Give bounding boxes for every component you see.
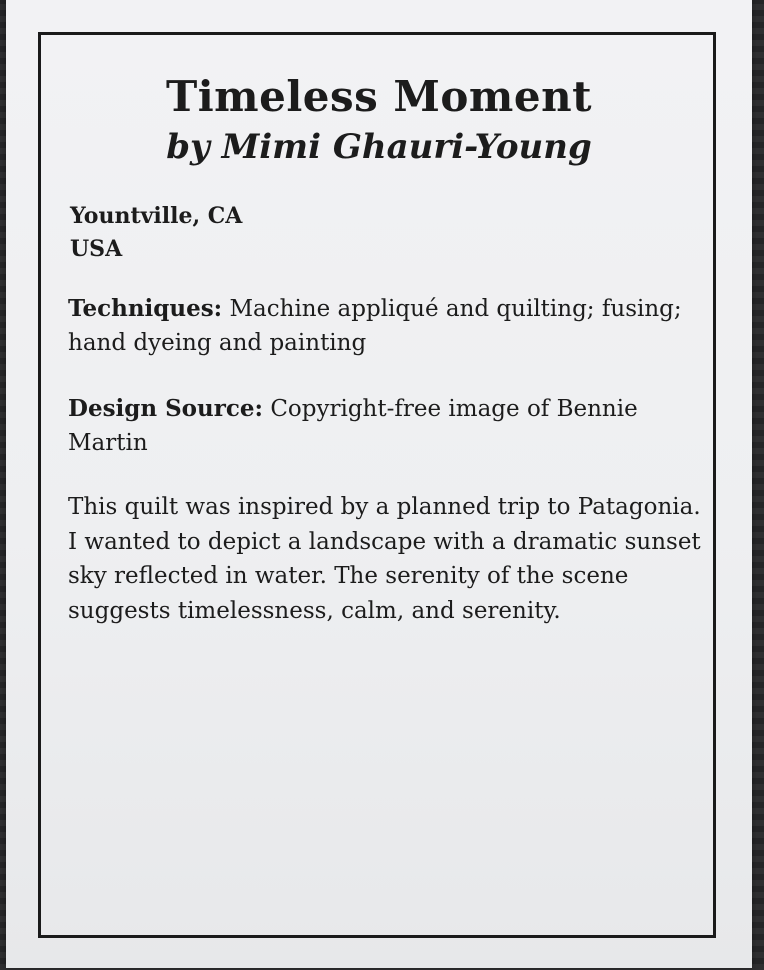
design-source-label: Design Source: (68, 395, 263, 422)
artist-statement: This quilt was inspired by a planned trip to Patagonia. I wanted to depict a landscape with a dramatic sunset sky reflected in water. The serenity of the scene suggests timelessness, calm, and serenity. (68, 494, 701, 624)
design-source-text: Copyright-free image of Bennie Martin (68, 396, 638, 456)
location-city: Yountville, CA (70, 203, 243, 229)
artist-byline: by Mimi Ghauri-Young (166, 127, 592, 167)
techniques-paragraph (68, 292, 708, 360)
techniques-label: Techniques: (68, 295, 223, 322)
artwork-title: Timeless Moment (165, 72, 593, 121)
design-source-paragraph (68, 392, 708, 460)
techniques-text: Machine appliqué and quilting; fusing; hand dyeing and painting (68, 296, 682, 356)
location-country: USA (70, 236, 123, 262)
quilt-label-card (6, 0, 752, 968)
card-border (38, 32, 716, 938)
